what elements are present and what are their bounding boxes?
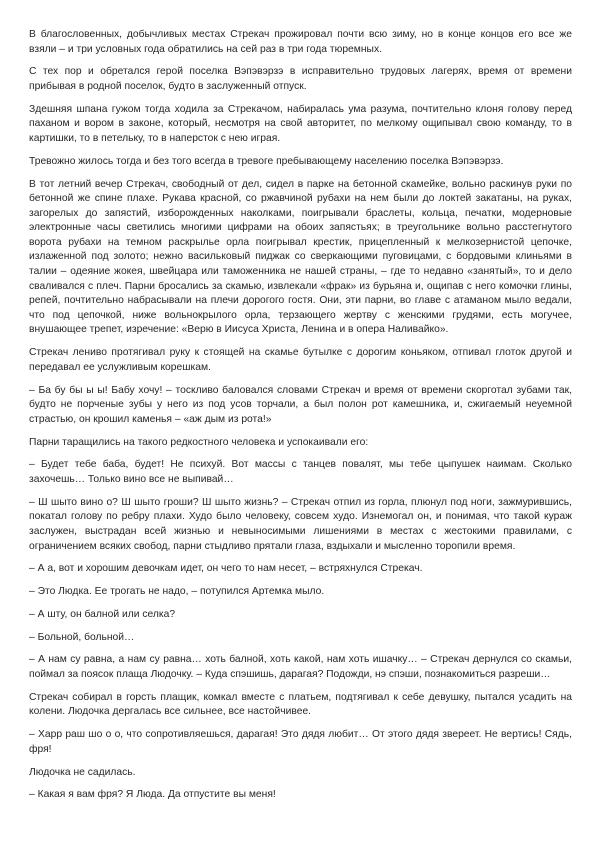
paragraph	[29, 458, 572, 487]
text-line: В тот летний вечер Стрекач, свободный от дел, сидел в парке на бетонной скамейке, вольно раскинув руки по	[29, 178, 572, 190]
text-line: Стрекач лениво протягивал руку к стоящей на скамье бутылке с дорогим коньяком, отпивал глоток другой и	[29, 347, 572, 359]
paragraph	[29, 178, 572, 339]
paragraph	[29, 436, 572, 451]
text-line: сваливался с плеч. Парни бросались за скамью, извлекали «фрак» из бурьяна и, ощипав с него комочки глины,	[29, 280, 572, 292]
paragraph	[29, 65, 572, 94]
paragraph	[29, 384, 572, 428]
paragraph	[29, 788, 572, 803]
document-page	[29, 28, 572, 811]
text-line: талии – одеяние жокея, швейцара или таможенника не нашей страны, – где то недавно «занятый», то и дело	[29, 266, 572, 278]
paragraph	[29, 346, 572, 375]
paragraph	[29, 585, 572, 600]
text-line: Тревожно жилось тогда и без того всегда в тревоге пребывающему населению поселка Вэпэвэрзэ.	[29, 155, 504, 167]
text-line: ограничением всяких свобод, парни стыдливо прятали глаза, вздыхали и мысленно торопили время.	[29, 540, 516, 552]
text-line: – А нам су равна, а нам су равна… хоть балной, хоть какой, нам хоть ишачку… – Стрекач дернулся со скамьи,	[29, 654, 572, 666]
paragraph	[29, 691, 572, 720]
text-line: – А шту, он балной или селка?	[29, 608, 176, 620]
text-line: – Больной, больной…	[29, 631, 135, 643]
text-line: взяли – и три условных года обратились на сей раз в три года тюремных.	[29, 43, 382, 55]
text-line: будто не порченые зубы у него из под усов торчали, а был полон рот камешника, и, сжигаемый неуемной	[29, 399, 572, 411]
text-line: – Это Людка. Ее трогать не надо, – потупился Артемка мыло.	[29, 586, 325, 598]
text-line: страстью, он крошил каменья – «аж дым из рота!»	[29, 413, 272, 425]
paragraph	[29, 28, 572, 57]
paragraph	[29, 608, 572, 623]
paragraph	[29, 653, 572, 682]
paragraph	[29, 631, 572, 646]
text-line: колени. Людочка дергалась все сильнее, все настойчивее.	[29, 706, 312, 718]
text-line: – Харр раш шо о о, что сопротивляешься, дарагая! Это дядя любит… От этого дядя звереет. Не вертись! Сядь,	[29, 729, 572, 741]
paragraph	[29, 496, 572, 554]
text-line: заслужен, выстрадан всей жизнью и невыносимыми лишениями в местах с жестокими правилами, с	[29, 525, 572, 537]
text-line: – Какая я вам фря? Я Люда. Да отпустите вы меня!	[29, 789, 276, 801]
text-line: поймал за поясок плаща Людочку. – Куда спэшишь, дарагая? Подожди, нэ спэши, познакомиться разреши…	[29, 669, 551, 680]
text-line: В благословенных, добычливых местах Стрекач прожировал почти всю зиму, но в конце концов его все же	[29, 29, 572, 40]
text-line: излаженной под золото; нежно васильковый пиджак со сверкающими пуговицами, с бордовыми клиньями в	[29, 251, 572, 263]
text-line: – Будет тебе баба, будет! Не психуй. Вот массы с танцев повалят, мы тебе цыпушек наимам. Сколько	[29, 459, 572, 471]
text-line: передавал ее услужливым корешкам.	[29, 361, 211, 373]
text-line: ворота рубахи на темном раскрылье орла поигрывал крестик, прицепленный к мелкозернистой цепочке,	[29, 236, 572, 248]
text-line: Людочка не садилась.	[29, 766, 136, 778]
paragraph	[29, 155, 572, 170]
paragraph	[29, 728, 572, 757]
text-line: внушающее трепет, изречение: «Верю в Иисуса Христа, Ленина и в опера Наливайко».	[29, 324, 449, 336]
text-line: репей, почтительно набрасывали на плечи дорогого гостя. Они, эти парни, во главе с атаманом мыло ведали,	[29, 295, 572, 307]
paragraph	[29, 103, 572, 147]
text-line: паханом и вором в законе, который, несмотря на свой авторитет, по мелкому ощипывал свою команду, то в	[29, 118, 572, 130]
text-line: Стрекач собирал в горсть плащик, комкал вместе с платьем, подтягивал к себе девушку, пытался усадить на	[29, 691, 572, 703]
text-line: Парни таращились на такого редкостного человека и успокаивали его:	[29, 436, 369, 448]
text-line: захочешь… Только вино все не выпивай…	[29, 473, 234, 485]
text-line: загорелых до запястий, изборожденных наколками, поигрывали браслеты, кольца, печатки, модерновые	[29, 207, 572, 219]
text-line: Здешняя шпана гужом тогда ходила за Стрекачом, набиралась ума разума, почтительно клоня голову перед	[29, 103, 572, 115]
text-line: фря!	[29, 743, 52, 755]
text-line: покатал голову по ребру плахи. Худо было человеку, совсем худо. Изнемогал он, и понимая, что такой кураж	[29, 511, 572, 523]
text-line: картишки, то в петельку, то в наперсток с нею играя.	[29, 132, 281, 144]
text-line: прибывая в родной поселок, будто в заслуженный отпуск.	[29, 80, 307, 92]
text-line: – А а, вот и хорошим девочкам идет, он чего то нам несет, – встряхнулся Стрекач.	[29, 563, 423, 575]
text-line: – Ба бу бы ы ы! Бабу хочу! – тоскливо баловался словами Стрекач и время от времени скорготал зубами так,	[29, 384, 572, 396]
text-line: бетонной же спине плахе. Рукава красной, со ржавчиной рубахи на нем были до локтей закатаны, на руках,	[29, 193, 572, 205]
text-line: электронные часы светились многими цифрами на обоих запястьях; в треугольнике вольно расстегнутого	[29, 222, 572, 234]
text-line: что под цепочкой, ниже вольнокрылого орла, терзающего жертву с женскими грудями, есть могучее,	[29, 309, 572, 321]
paragraph	[29, 766, 572, 781]
text-line: – Ш шыто вино о? Ш шыто гроши? Ш шыто жизнь? – Стрекач отпил из горла, плюнул под ноги, зажмурившись,	[29, 496, 572, 508]
text-line: С тех пор и обретался герой поселка Вэпэвэрзэ в исправительно трудовых лагерях, время от времени	[29, 66, 572, 78]
paragraph	[29, 562, 572, 577]
